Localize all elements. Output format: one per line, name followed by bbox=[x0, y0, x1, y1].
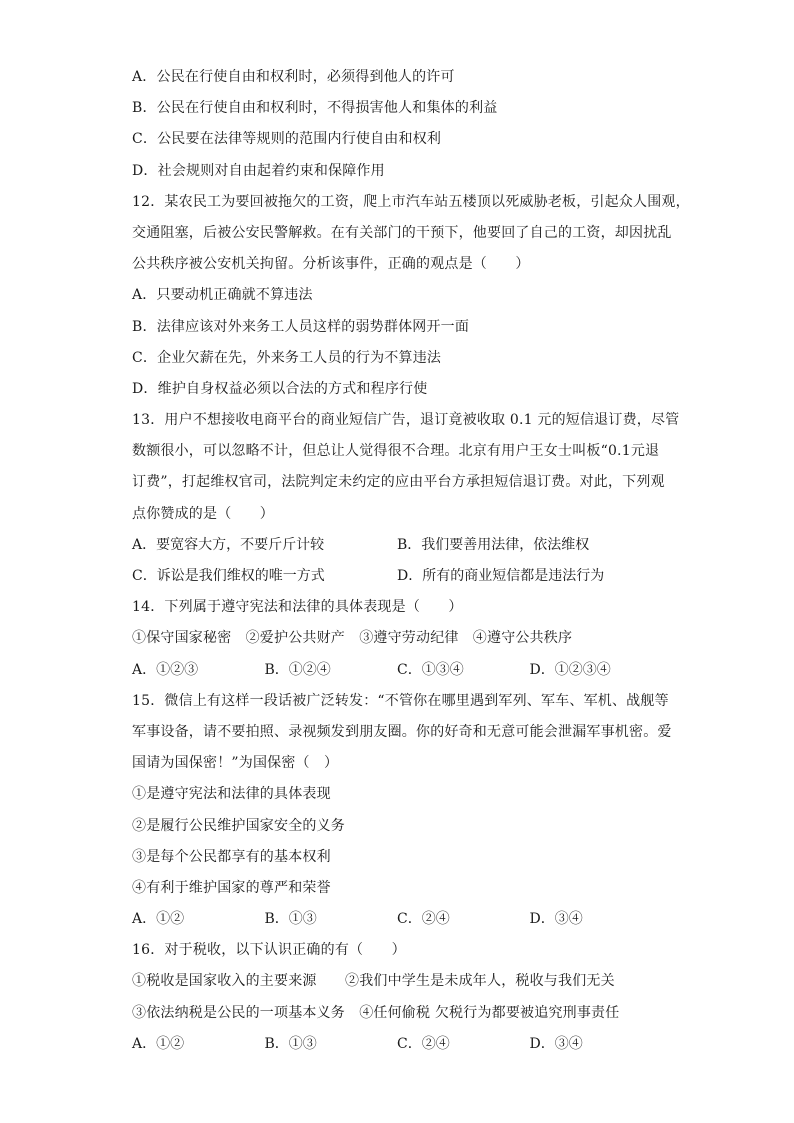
q12-option-d: D．维护自身权益必须以合法的方式和程序行使 bbox=[132, 380, 428, 397]
q16-option-c: C．②④ bbox=[397, 1035, 450, 1052]
q13-stem-line: 13．用户不想接收电商平台的商业短信广告，退订竟被收取 0.1 元的短信退订费，尽管 bbox=[132, 412, 680, 429]
q14-option-d: D．①②③④ bbox=[529, 661, 611, 678]
q12-option-a: A．只要动机正确就不算违法 bbox=[132, 287, 313, 304]
q13-option-d: D．所有的商业短信都是违法行为 bbox=[397, 568, 605, 584]
q11-option-c: C．公民要在法律等规则的范围内行使自由和权利 bbox=[132, 131, 442, 148]
q12-stem-line: 12．某农民工为要回被拖欠的工资，爬上市汽车站五楼顶以死威胁老板，引起众人围观， bbox=[132, 193, 690, 210]
q14-options-row bbox=[132, 655, 662, 686]
q11-option-a: A．公民在行使自由和权利时，必须得到他人的许可 bbox=[132, 69, 455, 85]
q12-option-c: C．企业欠薪在先，外来务工人员的行为不算违法 bbox=[132, 349, 442, 366]
q12-stem-line: 交通阻塞，后被公安民警解救。在有关部门的干预下，他要回了自己的工资，却因扰乱 bbox=[132, 224, 672, 241]
q13-option-c: C．诉讼是我们维权的唯一方式 bbox=[132, 568, 325, 584]
q13-stem-line: 点你赞成的是（ ） bbox=[132, 505, 274, 522]
q15-item: ①是遵守宪法和法律的具体表现 bbox=[132, 786, 331, 803]
q15-stem-line: 15．微信上有这样一段话被广泛转发：“不管你在哪里遇到军列、军车、军机、战舰等 bbox=[132, 692, 669, 709]
q11-option-b: B．公民在行使自由和权利时，不得损害他人和集体的利益 bbox=[132, 100, 498, 117]
q15-item: ②是履行公民维护国家安全的义务 bbox=[132, 817, 345, 834]
exam-page bbox=[132, 62, 690, 1060]
q13-options-row bbox=[132, 530, 662, 561]
q15-stem-line: 军事设备，请不要拍照、录视频发到朋友圈。你的好奇和无意可能会泄漏军事机密。爱 bbox=[132, 723, 672, 740]
q12-stem-line: 公共秩序被公安机关拘留。分析该事件，正确的观点是（ ） bbox=[132, 256, 530, 273]
q13-option-b: B．我们要善用法律，依法维权 bbox=[397, 536, 590, 553]
q15-stem-line: 国请为国保密！”为国保密（ ） bbox=[132, 755, 339, 772]
q15-option-d: D．③④ bbox=[529, 911, 583, 928]
q14-stem: 14．下列属于遵守宪法和法律的具体表现是（ ） bbox=[132, 599, 463, 616]
q13-option-a: A．要宽容大方，不要斤斤计较 bbox=[132, 536, 325, 553]
q13-options-row bbox=[132, 561, 662, 592]
q15-options-row bbox=[132, 904, 662, 935]
q13-stem-line: 数额很小，可以忽略不计，但总让人觉得很不合理。北京有用户王女士叫板“0.1元退 bbox=[132, 443, 660, 460]
q16-option-d: D．③④ bbox=[529, 1035, 583, 1052]
q14-option-c: C．①③④ bbox=[397, 661, 464, 678]
q14-option-a: A．①②③ bbox=[132, 661, 199, 678]
q12-option-b: B．法律应该对外来务工人员这样的弱势群体网开一面 bbox=[132, 318, 470, 335]
q15-item: ③是每个公民都享有的基本权利 bbox=[132, 848, 331, 865]
q15-option-b: B．①③ bbox=[264, 911, 317, 928]
q16-options-row bbox=[132, 1029, 662, 1060]
q16-option-b: B．①③ bbox=[264, 1035, 317, 1052]
q13-stem-line: 订费”，打起维权官司，法院判定未约定的应由平台方承担短信退订费。对此，下列观 bbox=[132, 474, 665, 491]
q15-option-c: C．②④ bbox=[397, 911, 450, 928]
q14-option-b: B．①②④ bbox=[264, 661, 331, 678]
q16-item: ③依法纳税是公民的一项基本义务 ④任何偷税 欠税行为都要被追究刑事责任 bbox=[132, 1004, 620, 1021]
q15-option-a: A．①② bbox=[132, 911, 185, 928]
q15-item: ④有利于维护国家的尊严和荣誉 bbox=[132, 879, 331, 896]
q16-stem: 16．对于税收，以下认识正确的有（ ） bbox=[132, 942, 406, 959]
q11-option-d: D．社会规则对自由起着约束和保障作用 bbox=[132, 162, 385, 179]
q14-items: ①保守国家秘密 ②爱护公共财产 ③遵守劳动纪律 ④遵守公共秩序 bbox=[132, 630, 573, 647]
q16-option-a: A．①② bbox=[132, 1035, 185, 1052]
q16-item: ①税收是国家收入的主要来源 ②我们中学生是未成年人，税收与我们无关 bbox=[132, 973, 615, 990]
